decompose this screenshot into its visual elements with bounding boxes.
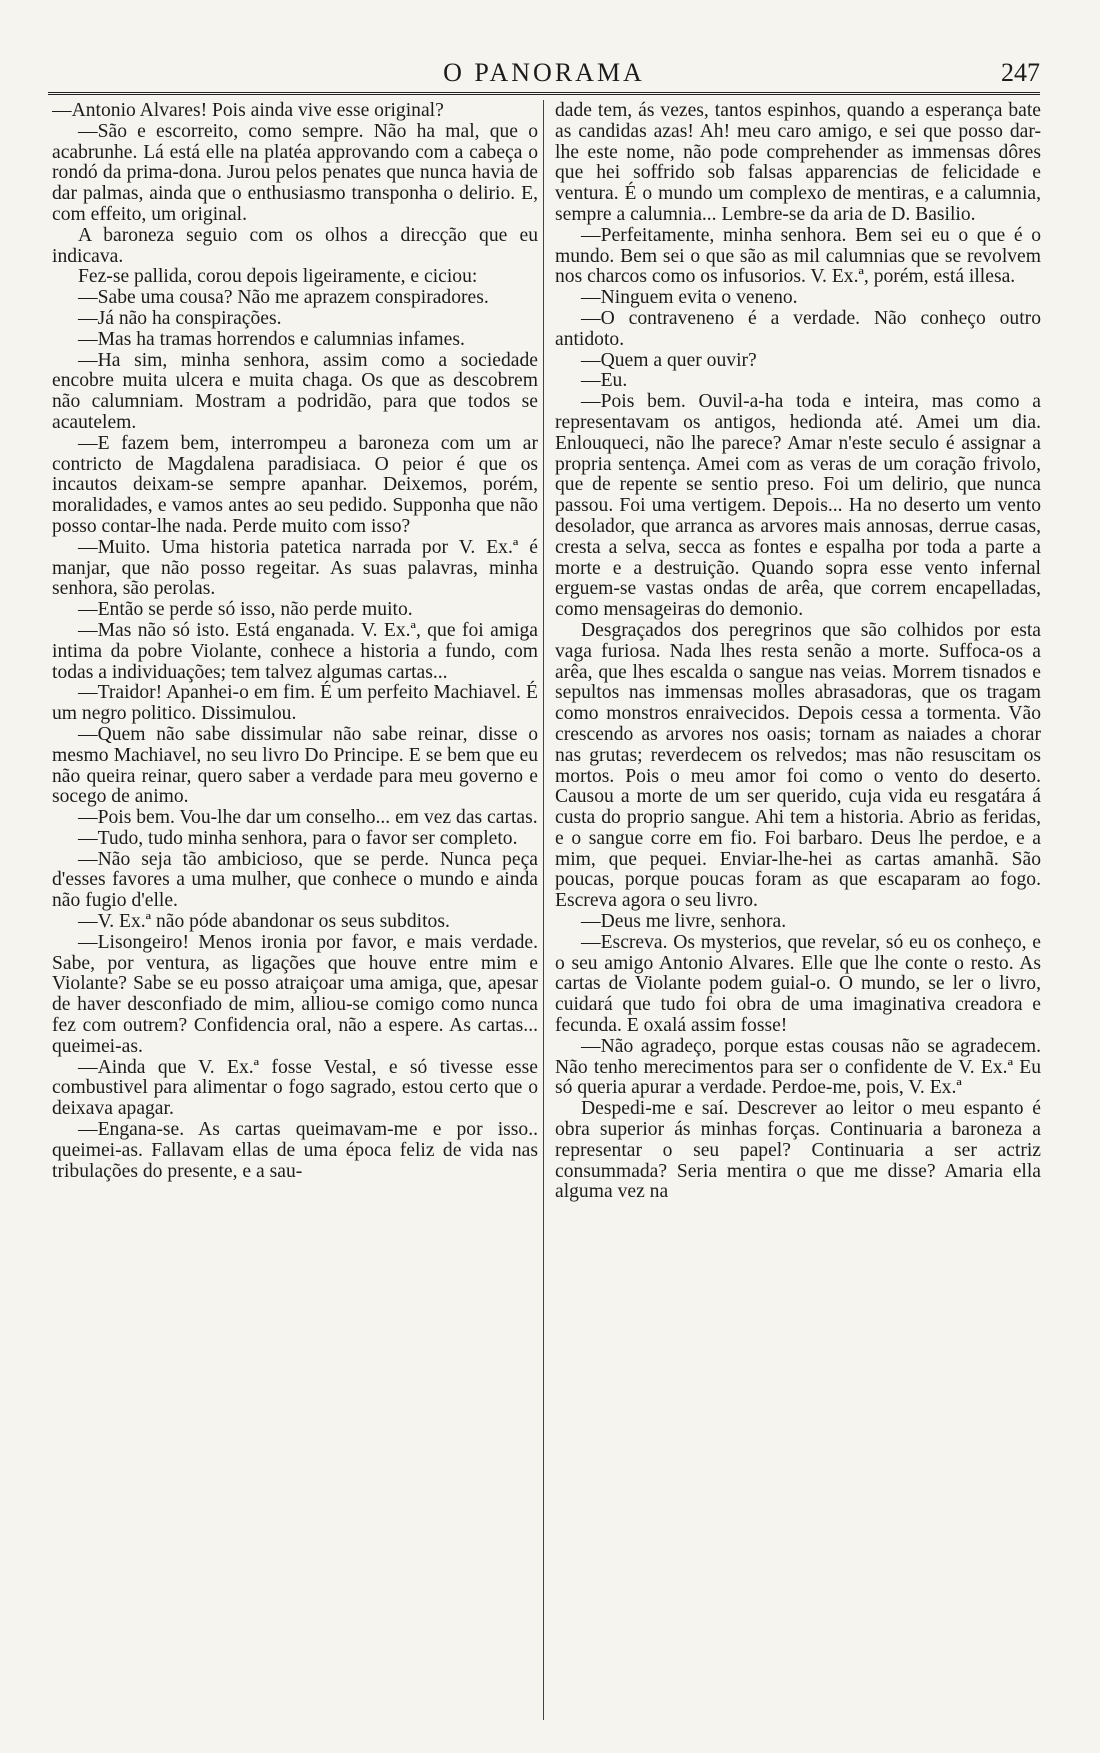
paragraph: —Lisongeiro! Menos ironia por favor, e mais verdade. Sabe, por ventura, as ligações que houve entre mim e Violante? Sabe se eu posso atraiçoar uma amiga, que, apesar de haver desconfiado de mim, alliou-se comigo como nunca fez com outrem? Confidencia oral, não a espere. As cartas... queimei-as. (52, 931, 538, 1057)
paragraph: —Mas ha tramas horrendos e calumnias infames. (78, 328, 465, 350)
paragraph: A baroneza seguio com os olhos a direcção que eu indicava. (52, 224, 538, 267)
paragraph: —Ninguem evita o veneno. (581, 287, 798, 309)
paragraph: —Quem a quer ouvir? (581, 349, 757, 371)
paragraph: Despedi-me e saí. Descrever ao leitor o meu espanto é obra superior ás minhas forças. Continuaria a baroneza a representar o seu papel? Continuaria a ser actriz consummada? Seria mentira o que me disse? Amaria ella alguma vez na (555, 1098, 1041, 1203)
paragraph: —Eu. (581, 370, 628, 392)
page-header (48, 52, 1040, 90)
paragraph: —Antonio Alvares! Pois ainda vive esse original? (52, 101, 444, 121)
paragraph: —Muito. Uma historia patetica narrada por V. Ex.ª é manjar, que não posso regeitar. As suas palavras, minha senhora, são perolas. (52, 536, 538, 600)
paragraph: Desgraçados dos peregrinos que são colhidos por esta vaga furiosa. Nada lhes resta senão a morte. Suffoca-os a arêa, que lhes escalda o sangue nas veias. Morrem tisnados e sepultos nas immensas molles abrasadoras, que os tragam como monstros enraivecidos. Depois cessa a tormenta. Vão crescendo as arvores nos oasis; tornam as naiades a chorar nas grutas; reverdecem os relvedos; mas não resuscitam os mortos. Pois o meu amor foi como o vento do deserto. Causou a morte de um ser querido, cuja vida eu resgatára á custa do proprio sangue. Ahi tem a historia. Abrio as feridas, e o sangue corre em fio. Foi barbaro. Deus lhe perdoe, e a mim, que pequei. Enviar-lhe-hei as cartas amanhã. São poucas, porque poucas foram as que escaparam ao fogo. Escreva agora o seu livro. (555, 619, 1041, 912)
paragraph: —Quem não sabe dissimular não sabe reinar, disse o mesmo Machiavel, no seu livro Do Principe. E se bem que eu não queira reinar, quero saber a verdade para meu governo e socego de animo. (52, 723, 538, 808)
paragraph: —Deus me livre, senhora. (581, 911, 787, 933)
paragraph: —Engana-se. As cartas queimavam-me e por isso.. queimei-as. Fallavam ellas de uma época feliz de vida nas tribulações do presente, e a sau- (52, 1119, 538, 1182)
paragraph: —O contraveneno é a verdade. Não conheço outro antidoto. (555, 307, 1041, 350)
paragraph: —E fazem bem, interrompeu a baroneza com um ar contricto de Magdalena paradisiaca. O peior é que os incautos deixam-se sempre apanhar. Deixemos, porém, moralidades, e vamos antes ao seu pedido. Supponha que não posso contar-lhe nada. Perde muito com isso? (52, 432, 538, 537)
paragraph: —Já não ha conspirações. (78, 307, 282, 329)
paragraph: —Então se perde só isso, não perde muito. (78, 599, 413, 621)
paragraph: —Mas não só isto. Está enganada. V. Ex.ª, que foi amiga intima da pobre Violante, conhece a historia a fundo, com todas a individuações; tem talvez algumas cartas... (52, 619, 538, 683)
paragraph: —Não agradeço, porque estas cousas não se agradecem. Não tenho merecimentos para ser o confidente de V. Ex.ª Eu só queria apurar a verdade. Perdoe-me, pois, V. Ex.ª (555, 1035, 1041, 1099)
journal-title: O PANORAMA (443, 58, 645, 87)
page-number: 247 (1001, 58, 1040, 87)
paragraph: —Pois bem. Vou-lhe dar um conselho... em vez das cartas. (78, 807, 538, 829)
paragraph: —Ainda que V. Ex.ª fosse Vestal, e só tivesse esse combustivel para alimentar o fogo sagrado, estou certo que o deixava apagar. (52, 1056, 538, 1120)
right-column (555, 101, 1041, 1721)
paragraph: —Sabe uma cousa? Não me aprazem conspiradores. (78, 287, 489, 309)
paragraph: dade tem, ás vezes, tantos espinhos, quando a esperança bate as candidas azas! Ah! meu caro amigo, e sei que posso dar-lhe este nome, não pode comprehender as immensas dôres que hei soffrido sob falsas apparencias de felicidade e ventura. É o mundo um complexo de mentiras, e a calumnia, sempre a calumnia... Lembre-se da aria de D. Basilio. (555, 101, 1041, 225)
paragraph: Fez-se pallida, corou depois ligeiramente, e ciciou: (78, 266, 478, 288)
paragraph: —Tudo, tudo minha senhora, para o favor ser completo. (78, 827, 518, 849)
paragraph: —Pois bem. Ouvil-a-ha toda e inteira, mas como a representavam os antigos, hedionda até. Amei um dia. Enlouqueci, não lhe parece? Amar n'este seculo é assignar a propria sentença. Amei com as veras de um coração frivolo, que de repente se sentio preso. Foi um delirio, que nunca passou. Foi uma vertigem. Depois... Ha no deserto um vento desolador, que arranca as arvores mais annosas, derrue casas, cresta a selva, secca as fontes e espalha por toda a parte a morte e a destruição. Quando sopra esse vento infernal erguem-se vastas ondas de arêa, que correm encapelladas, como mensageiras do demonio. (555, 391, 1041, 621)
column-divider (543, 100, 544, 1720)
paragraph: —Ha sim, minha senhora, assim como a sociedade encobre muita ulcera e muita chaga. Os que as descobrem não calumniam. Mostram a podridão, para que todos se acautelem. (52, 349, 538, 433)
left-column (52, 101, 538, 1721)
header-rule (48, 92, 1040, 95)
paragraph: —Não seja tão ambicioso, que se perde. Nunca peça d'esses favores a uma mulher, que conhece o mundo e ainda não fugio d'elle. (52, 848, 538, 912)
paragraph: —Perfeitamente, minha senhora. Bem sei eu o que é o mundo. Bem sei o que são as mil calumnias que se revolvem nos charcos como os infusorios. V. Ex.ª, porém, está illesa. (555, 224, 1041, 288)
paragraph: —Escreva. Os mysterios, que revelar, só eu os conheço, e o seu amigo Antonio Alvares. Elle que lhe conte o resto. As cartas de Violante podem guial-o. O mundo, se ler o livro, cuidará que tudo foi obra de uma imaginativa creadora e fecunda. E oxalá assim fosse! (555, 931, 1041, 1037)
paragraph: —V. Ex.ª não póde abandonar os seus subditos. (78, 911, 450, 933)
paragraph: —São e escorreito, como sempre. Não ha mal, que o acabrunhe. Lá está elle na platéa approvando com a cabeça o rondó da prima-dona. Jurou pelos penates que nunca havia de dar palmas, ainda que o enthusiasmo transponha o delirio. E, com effeito, um original. (52, 120, 538, 225)
paragraph: —Traidor! Apanhei-o em fim. É um perfeito Machiavel. É um negro politico. Dissimulou. (52, 682, 538, 725)
